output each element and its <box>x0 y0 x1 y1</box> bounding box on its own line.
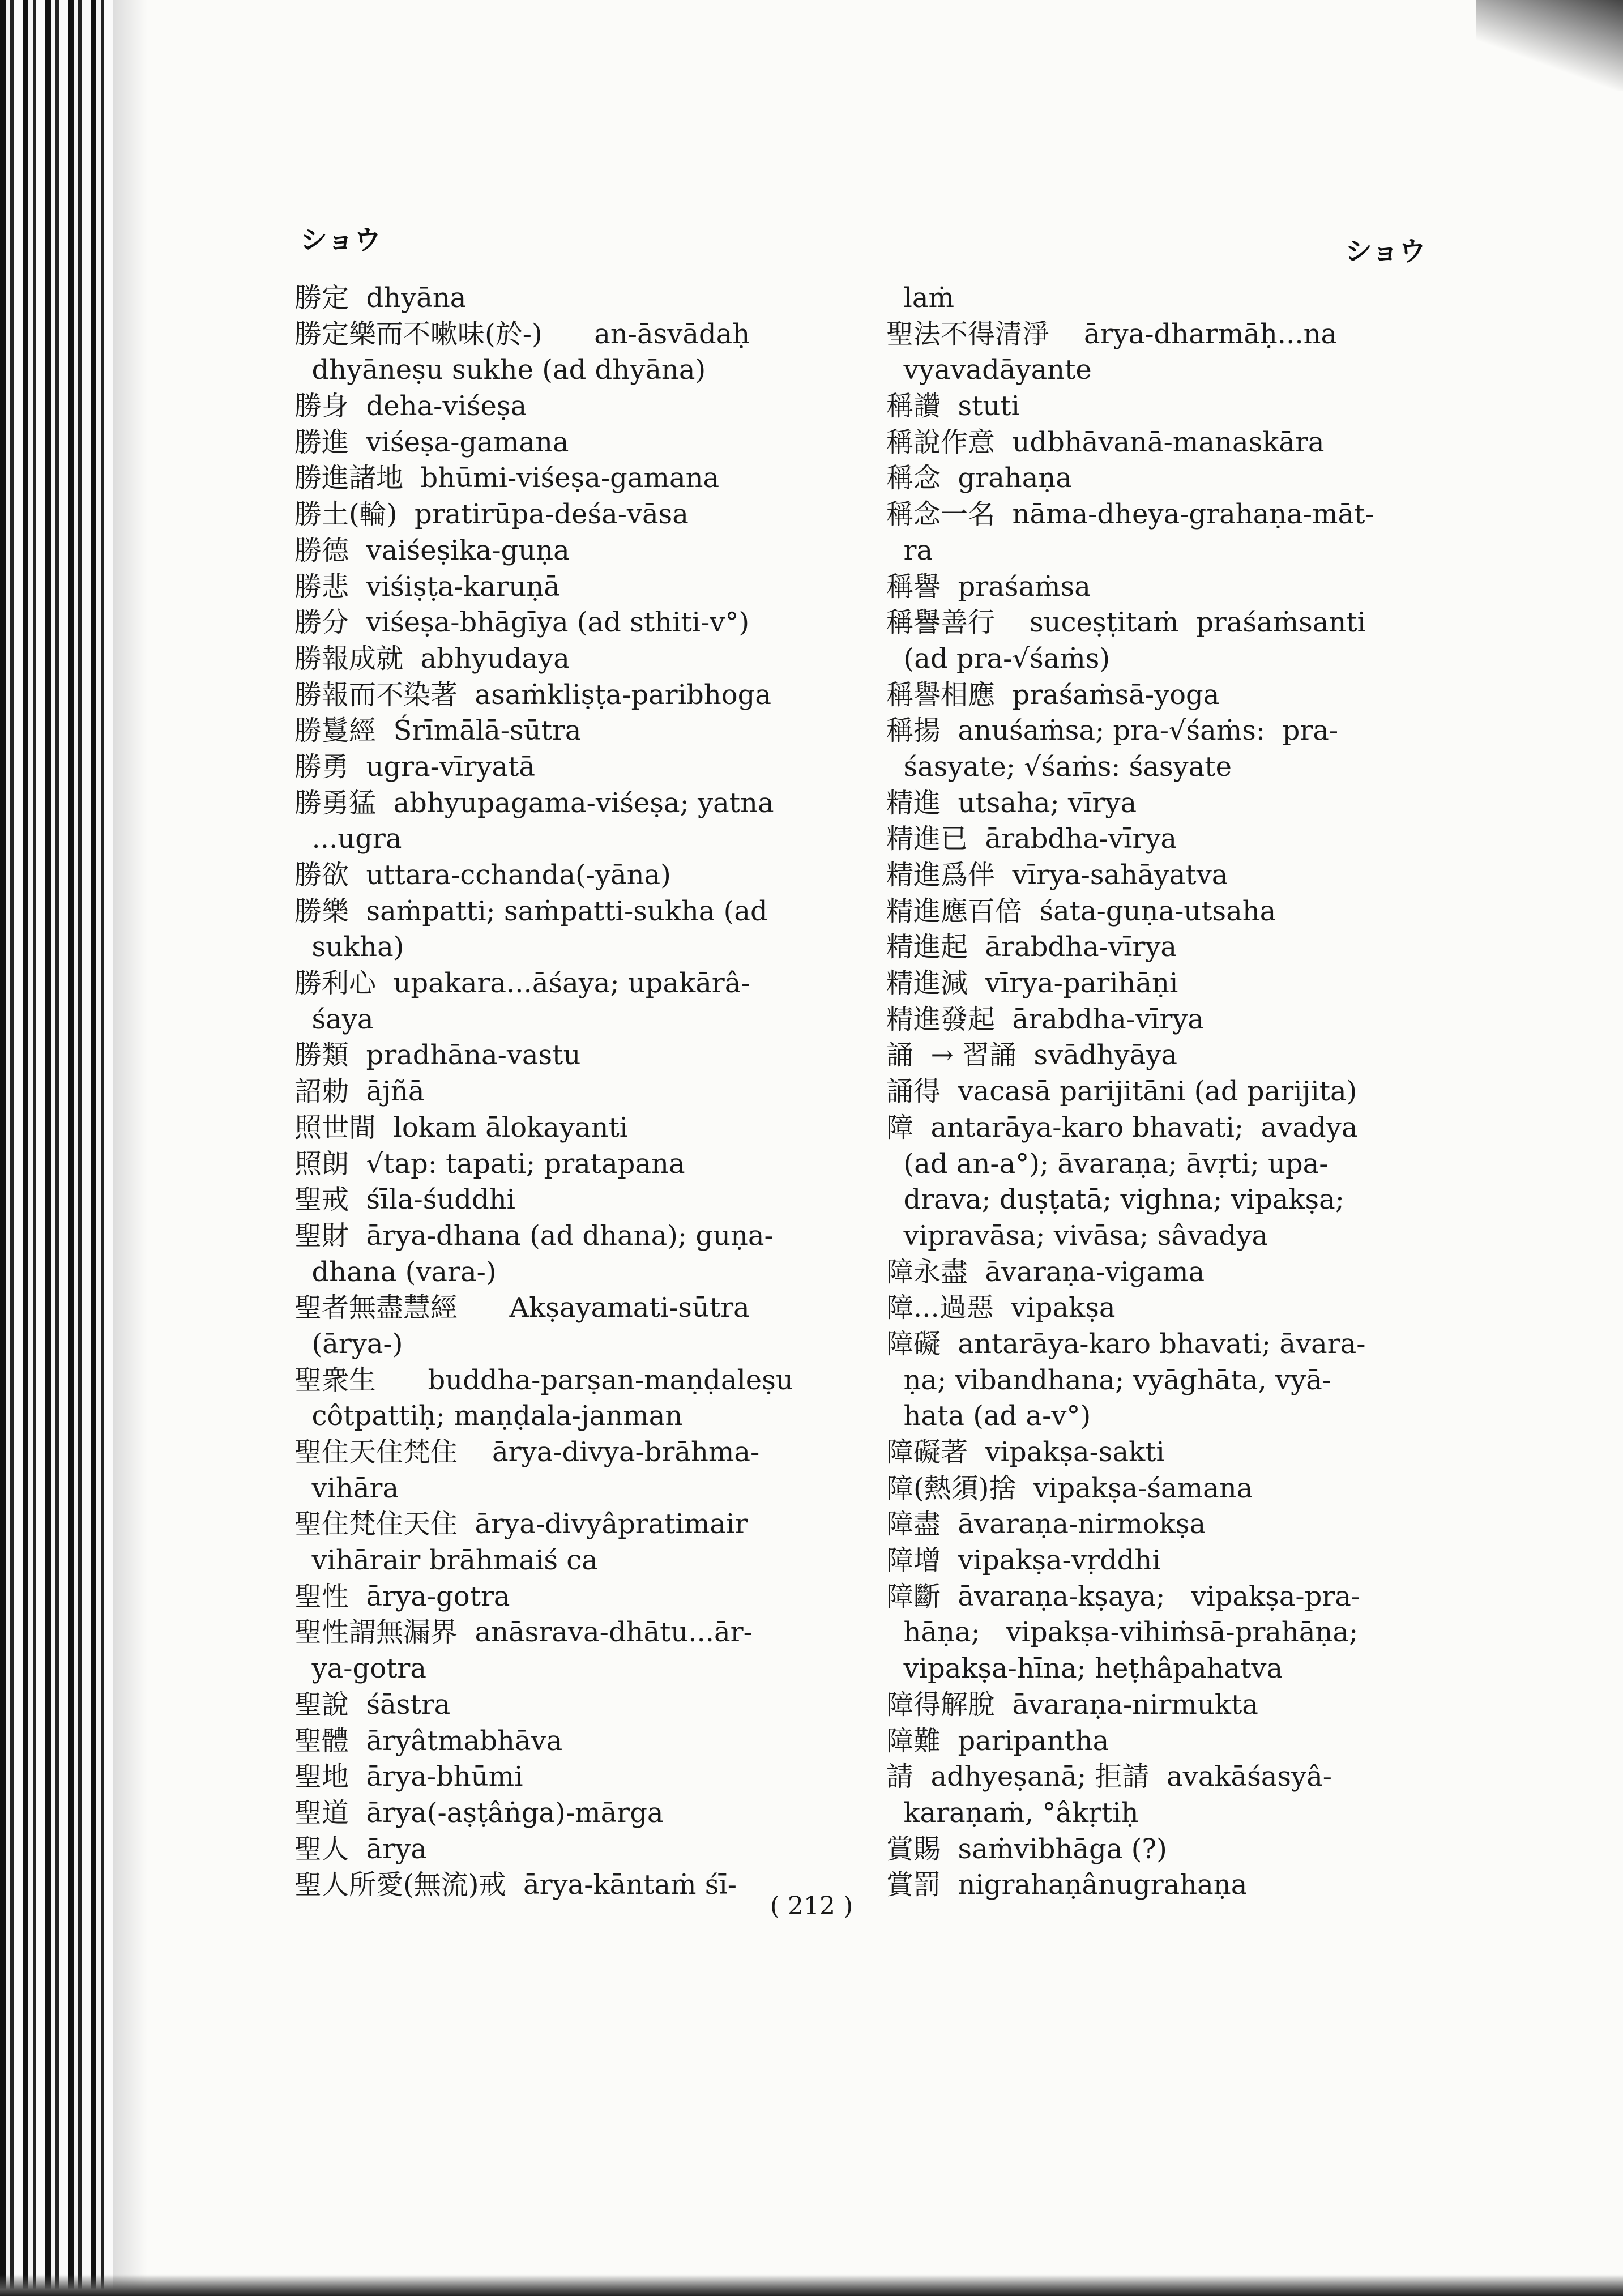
dictionary-entry-line: dhyāneṣu sukhe (ad dhyāna) <box>294 354 706 386</box>
dictionary-entry-line: karaṇaṁ, °âkṛtiḥ <box>886 1796 1139 1829</box>
dictionary-entry-line: vihārair brāhmaiś ca <box>294 1544 598 1577</box>
dictionary-entry-line: śasyate; √śaṁs: śasyate <box>886 750 1232 783</box>
dictionary-entry-line: (ārya-) <box>294 1328 403 1360</box>
dictionary-entry-line: 障增 vipakṣa-vṛddhi <box>886 1544 1161 1577</box>
dictionary-entry-line: 勝定樂而不嗽味(於-) an-āsvādaḥ <box>294 318 750 350</box>
dictionary-entry-line: vyavadāyante <box>886 354 1092 386</box>
dictionary-entry-line: 聖住梵住天住 ārya-divyâpratimair <box>294 1508 748 1540</box>
dictionary-entry-line: 障永盡 āvaraṇa-vigama <box>886 1256 1205 1288</box>
book-binding-edge <box>0 0 113 2296</box>
dictionary-entry-line: 勝報而不染著 asaṁkliṣṭa-paribhoga <box>294 678 771 711</box>
dictionary-entry-line: 稱揚 anuśaṁsa; pra-√śaṁs: pra- <box>886 715 1339 747</box>
dictionary-entry-line: 聖法不得清淨 ārya-dharmāḥ...na <box>886 318 1338 350</box>
dictionary-entry-line: 聖衆生 buddha-parṣan-maṇḍaleṣu <box>294 1364 793 1396</box>
dictionary-entry-line: 精進發起 ārabdha-vīrya <box>886 1003 1205 1035</box>
dictionary-entry-line: 障斷 āvaraṇa-kṣaya; vipakṣa-pra- <box>886 1580 1361 1612</box>
dictionary-entry-line: 勝欲 uttara-cchanda(-yāna) <box>294 859 671 891</box>
dictionary-entry-line: 勝利心 upakara...āśaya; upakārâ- <box>294 967 750 1000</box>
dictionary-entry-line: ya-gotra <box>294 1653 426 1685</box>
dictionary-entry-line: 障...過惡 vipakṣa <box>886 1292 1116 1324</box>
left-column <box>294 280 838 1904</box>
dictionary-entry-line: 勝分 viśeṣa-bhāgīya (ad sthiti-v°) <box>294 607 750 639</box>
dictionary-entry-line: 勝土(輪) pratirūpa-deśa-vāsa <box>294 498 689 531</box>
dictionary-entry-line: 勝進 viśeṣa-gamana <box>294 426 569 458</box>
dictionary-entry-line: 勝樂 saṁpatti; saṁpatti-sukha (ad <box>294 895 768 927</box>
dictionary-entry-line: 勝悲 viśiṣṭa-karuṇā <box>294 570 560 603</box>
dictionary-entry-line: laṁ <box>886 282 954 314</box>
dictionary-entry-line: 稱念 grahaṇa <box>886 462 1072 494</box>
dictionary-entry-line: (ad pra-√śaṁs) <box>886 642 1111 675</box>
dictionary-entry-line: 聖者無盡慧經 Akṣayamati-sūtra <box>294 1292 750 1324</box>
dictionary-entry-line: vipravāsa; vivāsa; sâvadya <box>886 1219 1268 1252</box>
dictionary-entry-line: 稱譽相應 praśaṁsā-yoga <box>886 678 1220 711</box>
dictionary-entry-line: ṇa; vibandhana; vyāghāta, vyā- <box>886 1364 1332 1396</box>
dictionary-entry-line: 精進已 ārabdha-vīrya <box>886 823 1177 855</box>
dictionary-entry-line: 照世間 lokam ālokayanti <box>294 1111 629 1143</box>
dictionary-entry-line: 精進減 vīrya-parihāṇi <box>886 967 1178 1000</box>
dictionary-entry-line: 精進起 ārabdha-vīrya <box>886 931 1177 963</box>
dictionary-entry-line: 勝進諸地 bhūmi-viśeṣa-gamana <box>294 462 720 494</box>
dictionary-entry-line: 精進應百倍 śata-guṇa-utsaha <box>886 895 1276 927</box>
dictionary-entry-line: 障(熱須)捨 vipakṣa-śamana <box>886 1472 1253 1504</box>
dictionary-entry-line: 勝勇 ugra-vīryatā <box>294 750 535 783</box>
dictionary-entry-line: 勝德 vaiśeṣika-guṇa <box>294 534 570 566</box>
dictionary-entry-line: 聖人所愛(無流)戒 ārya-kāntaṁ śī- <box>294 1869 737 1901</box>
running-header-left: ショウ <box>300 224 382 256</box>
dictionary-entry-line: 賞賜 saṁvibhāga (?) <box>886 1833 1167 1865</box>
dictionary-entry-line: 勝鬘經 Śrīmālā-sūtra <box>294 715 582 747</box>
dictionary-entry-line: 勝身 deha-viśeṣa <box>294 390 527 423</box>
dictionary-entry-line: 請 adhyeṣanā; 拒請 avakāśasyâ- <box>886 1761 1332 1793</box>
dictionary-entry-line: 勝定 dhyāna <box>294 282 467 314</box>
dictionary-entry-line: 稱譽善行 suceṣṭitaṁ praśaṁsanti <box>886 607 1366 639</box>
dictionary-entry-line: 稱譽 praśaṁsa <box>886 570 1091 603</box>
page-bottom-edge <box>0 2274 1623 2296</box>
dictionary-entry-line: 精進 utsaha; vīrya <box>886 787 1137 819</box>
dictionary-entry-line: 聖人 ārya <box>294 1833 427 1865</box>
dictionary-entry-line: drava; duṣṭatā; vighna; vipakṣa; <box>886 1184 1344 1216</box>
running-header-right: ショウ <box>1345 236 1426 267</box>
dictionary-entry-line: ...ugra <box>294 823 402 855</box>
dictionary-entry-line: 障 antarāya-karo bhavati; avadya <box>886 1111 1358 1143</box>
dictionary-entry-line: ra <box>886 534 933 566</box>
dictionary-entry-line: 聖財 ārya-dhana (ad dhana); guṇa- <box>294 1219 774 1252</box>
dictionary-entry-line: vipakṣa-hīna; heṭhâpahatva <box>886 1653 1283 1685</box>
dictionary-entry-line: côtpattiḥ; maṇḍala-janman <box>294 1400 683 1432</box>
dictionary-entry-line: 稱念一名 nāma-dheya-grahaṇa-māt- <box>886 498 1374 531</box>
page-corner-shadow <box>1476 0 1623 91</box>
dictionary-entry-line: 詔勅 ājñā <box>294 1076 425 1108</box>
dictionary-entry-line: 勝類 pradhāna-vastu <box>294 1039 581 1072</box>
dictionary-entry-line: 勝勇猛 abhyupagama-viśeṣa; yatna <box>294 787 774 819</box>
binding-shadow <box>113 0 147 2296</box>
dictionary-entry-line: 賞罰 nigrahaṇânugrahaṇa <box>886 1869 1248 1901</box>
dictionary-entry-line: (ad an-a°); āvaraṇa; āvṛti; upa- <box>886 1147 1329 1180</box>
dictionary-entry-line: śaya <box>294 1003 374 1035</box>
dictionary-entry-line: 精進爲伴 vīrya-sahāyatva <box>886 859 1228 891</box>
dictionary-entry-line: 聖體 āryâtmabhāva <box>294 1725 563 1757</box>
dictionary-entry-line: 稱讚 stuti <box>886 390 1020 423</box>
dictionary-entry-line: 照朗 √tap: tapati; pratapana <box>294 1147 685 1180</box>
dictionary-entry-line: 障盡 āvaraṇa-nirmokṣa <box>886 1508 1206 1540</box>
dictionary-entry-line: hata (ad a-v°) <box>886 1400 1091 1432</box>
dictionary-entry-line: 稱說作意 udbhāvanā-manaskāra <box>886 426 1325 458</box>
dictionary-entry-line: dhana (vara-) <box>294 1256 497 1288</box>
dictionary-entry-line: 聖戒 śīla-śuddhi <box>294 1184 515 1216</box>
dictionary-entry-line: 聖性 ārya-gotra <box>294 1580 510 1612</box>
dictionary-entry-line: 聖性謂無漏界 anāsrava-dhātu...ār- <box>294 1616 753 1649</box>
dictionary-entry-line: 障難 paripantha <box>886 1725 1109 1757</box>
dictionary-entry-line: 聖說 śāstra <box>294 1688 451 1721</box>
dictionary-entry-line: hāṇa; vipakṣa-vihiṁsā-prahāṇa; <box>886 1616 1359 1649</box>
dictionary-entry-line: vihāra <box>294 1472 399 1504</box>
dictionary-entry-line: 聖道 ārya(-aṣṭâṅga)-mārga <box>294 1796 664 1829</box>
dictionary-entry-line: 障得解脫 āvaraṇa-nirmukta <box>886 1688 1258 1721</box>
page-number: ( 212 ) <box>770 1892 853 1921</box>
dictionary-entry-line: 障礙著 vipakṣa-sakti <box>886 1436 1165 1468</box>
dictionary-entry-line: 誦得 vacasā parijitāni (ad parijita) <box>886 1076 1357 1108</box>
dictionary-entry-line: 聖住天住梵住 ārya-divya-brāhma- <box>294 1436 760 1468</box>
dictionary-entry-line: 誦 → 習誦 svādhyāya <box>886 1039 1177 1072</box>
dictionary-entry-line: 聖地 ārya-bhūmi <box>294 1761 523 1793</box>
right-column <box>886 280 1441 1904</box>
dictionary-entry-line: 障礙 antarāya-karo bhavati; āvara- <box>886 1328 1366 1360</box>
dictionary-entry-line: sukha) <box>294 931 404 963</box>
dictionary-entry-line: 勝報成就 abhyudaya <box>294 642 570 675</box>
